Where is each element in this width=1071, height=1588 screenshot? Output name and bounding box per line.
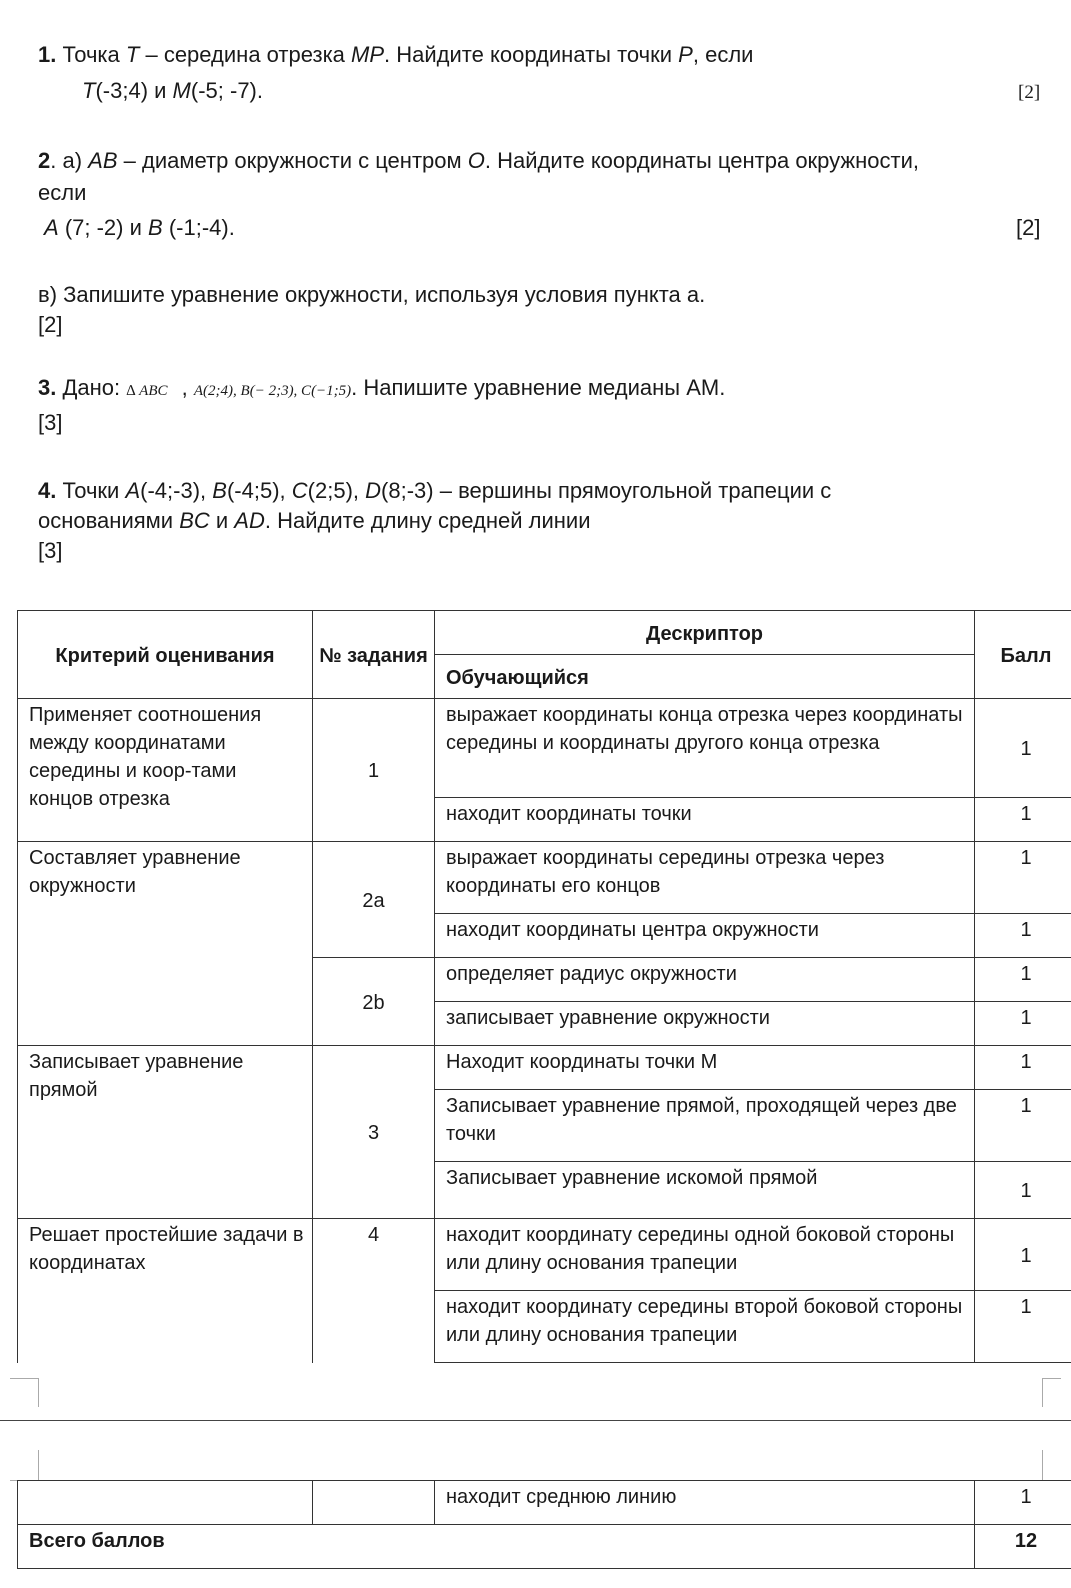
descriptor-cell: выражает координаты середины отрезка через координаты его концов [435,842,975,914]
task-2-number: 2 [38,148,51,173]
page-corner-mark [10,1378,39,1407]
descriptor-cell: выражает координаты конца отрезка через координаты середины и координаты другого конца отрезка [435,699,975,798]
rubric-table [17,610,1071,1363]
task-1-line-2: T(-3;4) и M(-5; -7). [82,78,263,103]
task-4-number: 4. [38,478,57,503]
score-cell: 1 [975,958,1071,1002]
descriptor-cell: записывает уравнение окружности [435,1002,975,1046]
descriptor-cell: находит среднюю линию [435,1481,975,1525]
score-cell: 1 [975,1291,1071,1363]
descriptor-cell: Записывает уравнение прямой, проходящей через две точки [435,1090,975,1162]
task-2b-text: в) Запишите уравнение окружности, используя условия пункта а. [38,282,706,307]
task-4-points: [3] [38,538,63,563]
task-number-cell: 2b [313,958,435,1046]
header-student: Обучающийся [435,655,975,699]
rubric-header-row [18,611,1071,655]
page-corner-mark [10,1450,39,1481]
task-2-line-2: если [38,180,87,205]
criterion-cell: Применяет соотношения между координатами середины и коор-тами концов отрезка [18,699,313,842]
table-row [18,1219,1071,1291]
task-1-number: 1. [38,42,57,67]
total-row [18,1525,1071,1569]
task-1-points: [2] [1018,82,1041,103]
task-3-number: 3. [38,375,57,400]
header-criterion: Критерий оценивания [18,611,313,699]
criterion-cell-empty [18,1481,313,1525]
page-break-line [0,1420,1071,1421]
descriptor-cell: находит координату середины одной боковой стороны или длину основания трапеции [435,1219,975,1291]
criterion-cell: Составляет уравнение окружности [18,842,313,1046]
score-cell: 1 [975,914,1071,958]
descriptor-cell: Записывает уравнение искомой прямой [435,1162,975,1219]
header-score: Балл [975,611,1071,699]
score-cell: 1 [975,1162,1071,1219]
score-cell: 1 [975,798,1071,842]
score-cell: 1 [975,1002,1071,1046]
descriptor-cell: находит координату середины второй боковой стороны или длину основания трапеции [435,1291,975,1363]
table-row [18,842,1071,914]
table-row [18,699,1071,798]
score-cell: 1 [975,1219,1071,1291]
task-1-line-1: 1. Точка T – середина отрезка MP. Найдите координаты точки P, если [38,42,754,67]
rubric-table-continued [17,1480,1071,1569]
descriptor-cell: определяет радиус окружности [435,958,975,1002]
header-task-number: № задания [313,611,435,699]
descriptor-cell: находит координаты точки [435,798,975,842]
criterion-cell: Решает простейшие задачи в координатах [18,1219,313,1363]
task-number-cell: 4 [313,1219,435,1363]
task-2-line-3: A (7; -2) и B (-1;-4). [44,215,235,240]
descriptor-cell: Находит координаты точки М [435,1046,975,1090]
score-cell: 1 [975,842,1071,914]
total-label: Всего баллов [18,1525,975,1569]
score-cell: 1 [975,1090,1071,1162]
table-row [18,1046,1071,1090]
total-score: 12 [975,1525,1071,1569]
task-2a-points: [2] [1016,215,1041,240]
page-corner-mark [1042,1378,1061,1407]
task-3-points: [3] [38,410,63,435]
score-cell: 1 [975,1046,1071,1090]
criterion-cell: Записывает уравнение прямой [18,1046,313,1219]
score-cell: 1 [975,699,1071,798]
score-cell: 1 [975,1481,1071,1525]
task-4-line-1: 4. Точки A(-4;-3), B(-4;5), C(2;5), D(8;-3) – вершины прямоугольной трапеции с [38,478,832,503]
page-corner-mark [1042,1450,1061,1481]
task-2-line-1: 2. а) AB – диаметр окружности с центром O. Найдите координаты центра окружности, [38,148,919,173]
task-3-line-1: 3. Дано: ∆ ABC , A(2;4), B(− 2;3), C(−1;5). Напишите уравнение медианы АМ. [38,375,726,400]
header-descriptor: Дескриптор [435,611,975,655]
table-row [18,1481,1071,1525]
task-number-cell: 2a [313,842,435,958]
task-number-cell: 3 [313,1046,435,1219]
descriptor-cell: находит координаты центра окружности [435,914,975,958]
task-2b-points: [2] [38,312,63,337]
task-number-cell-empty [313,1481,435,1525]
task-number-cell: 1 [313,699,435,842]
task-4-line-2: основаниями BC и AD. Найдите длину средней линии [38,508,591,533]
